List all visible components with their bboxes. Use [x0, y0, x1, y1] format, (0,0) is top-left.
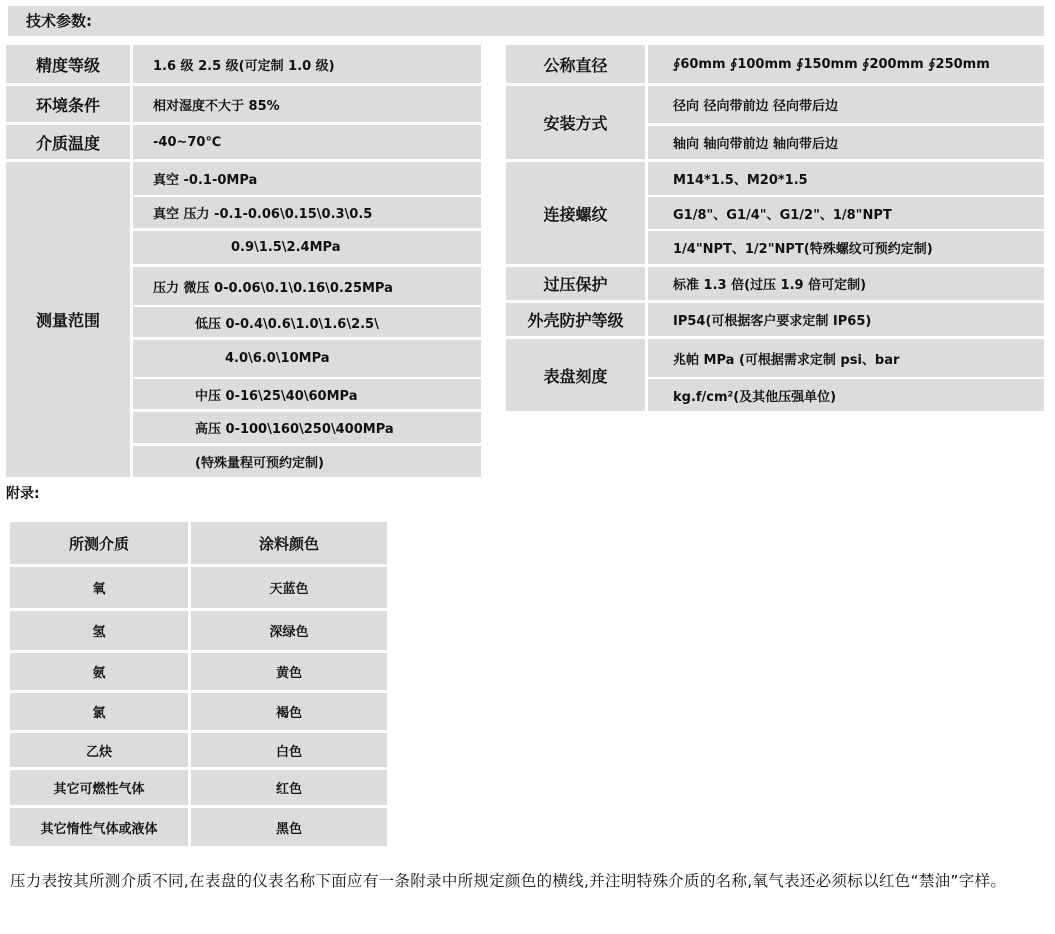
spec-label: 环境条件	[6, 86, 130, 122]
appendix-color: 红色	[191, 770, 387, 805]
appendix-color: 黑色	[191, 808, 387, 846]
spec-label: 精度等级	[6, 45, 130, 83]
appendix-medium: 乙炔	[10, 733, 188, 767]
appendix-title: 附录:	[6, 486, 40, 502]
range-line: (特殊量程可预约定制)	[133, 446, 481, 477]
appendix-medium: 氨	[10, 653, 188, 690]
section-header	[8, 6, 1044, 36]
appendix-medium: 氢	[10, 611, 188, 650]
appendix-header-medium: 所测介质	[10, 522, 188, 564]
spec-row-diameter	[506, 45, 1044, 83]
appendix-header-color: 涂料颜色	[191, 522, 387, 564]
spec-row-protection	[506, 303, 1044, 336]
spec-label: 过压保护	[506, 267, 645, 300]
spec-label: 连接螺纹	[506, 162, 645, 264]
range-line: 真空 -0.1-0MPa	[133, 162, 481, 195]
spec-value: 相对湿度不大于 85%	[133, 86, 481, 122]
range-line: 真空 压力 -0.1-0.06\0.15\0.3\0.5	[133, 197, 481, 228]
right-spec-table	[506, 45, 1044, 411]
range-line: 0.9\1.5\2.4MPa	[133, 231, 481, 264]
mounting-line: 径向 径向带前边 径向带后边	[648, 86, 1044, 123]
spec-value: -40~70℃	[133, 125, 481, 159]
appendix-medium: 其它可燃性气体	[10, 770, 188, 805]
spec-label-range: 测量范围	[6, 162, 130, 477]
spec-value: ∮60mm ∮100mm ∮150mm ∮200mm ∮250mm	[648, 45, 1044, 83]
appendix-color: 黄色	[191, 653, 387, 690]
spec-value: 1.6 级 2.5 级(可定制 1.0 级)	[133, 45, 481, 83]
range-line: 低压 0-0.4\0.6\1.0\1.6\2.5\	[133, 307, 481, 337]
spec-label: 公称直径	[506, 45, 645, 83]
dial-line: 兆帕 MPa (可根据需求定制 psi、bar	[648, 339, 1044, 377]
appendix-color: 天蓝色	[191, 567, 387, 608]
spec-row-environment	[6, 86, 481, 122]
spec-label: 外壳防护等级	[506, 303, 645, 336]
dial-line: kg.f/cm²(及其他压强单位)	[648, 379, 1044, 411]
appendix-color: 深绿色	[191, 611, 387, 650]
left-spec-table	[6, 45, 481, 477]
thread-line: 1/4"NPT、1/2"NPT(特殊螺纹可预约定制)	[648, 231, 1044, 264]
spec-row-medium-temp	[6, 125, 481, 159]
spec-value: IP54(可根据客户要求定制 IP65)	[648, 303, 1044, 336]
range-line: 中压 0-16\25\40\60MPa	[133, 379, 481, 409]
mounting-line: 轴向 轴向带前边 轴向带后边	[648, 126, 1044, 159]
appendix-color: 褐色	[191, 693, 387, 730]
spec-row-overpressure	[506, 267, 1044, 300]
range-line: 4.0\6.0\10MPa	[133, 340, 481, 377]
appendix-medium: 氯	[10, 693, 188, 730]
thread-line: G1/8"、G1/4"、G1/2"、1/8"NPT	[648, 197, 1044, 229]
spec-label: 介质温度	[6, 125, 130, 159]
spec-value: 标准 1.3 倍(过压 1.9 倍可定制)	[648, 267, 1044, 300]
spec-label: 安装方式	[506, 86, 645, 159]
range-line: 压力 微压 0-0.06\0.1\0.16\0.25MPa	[133, 267, 481, 305]
thread-line: M14*1.5、M20*1.5	[648, 162, 1044, 195]
appendix-color: 白色	[191, 733, 387, 767]
range-line: 高压 0-100\160\250\400MPa	[133, 412, 481, 443]
appendix-medium: 其它惰性气体或液体	[10, 808, 188, 846]
footnote-text: 压力表按其所测介质不同,在表盘的仪表名称下面应有一条附录中所规定颜色的横线,并注明特殊介质的名称,氧气表还必须标以红色“禁油”字样。	[10, 872, 1007, 890]
section-title: 技术参数:	[26, 12, 92, 30]
spec-row-precision	[6, 45, 481, 83]
appendix-medium: 氧	[10, 567, 188, 608]
spec-label: 表盘刻度	[506, 339, 645, 411]
